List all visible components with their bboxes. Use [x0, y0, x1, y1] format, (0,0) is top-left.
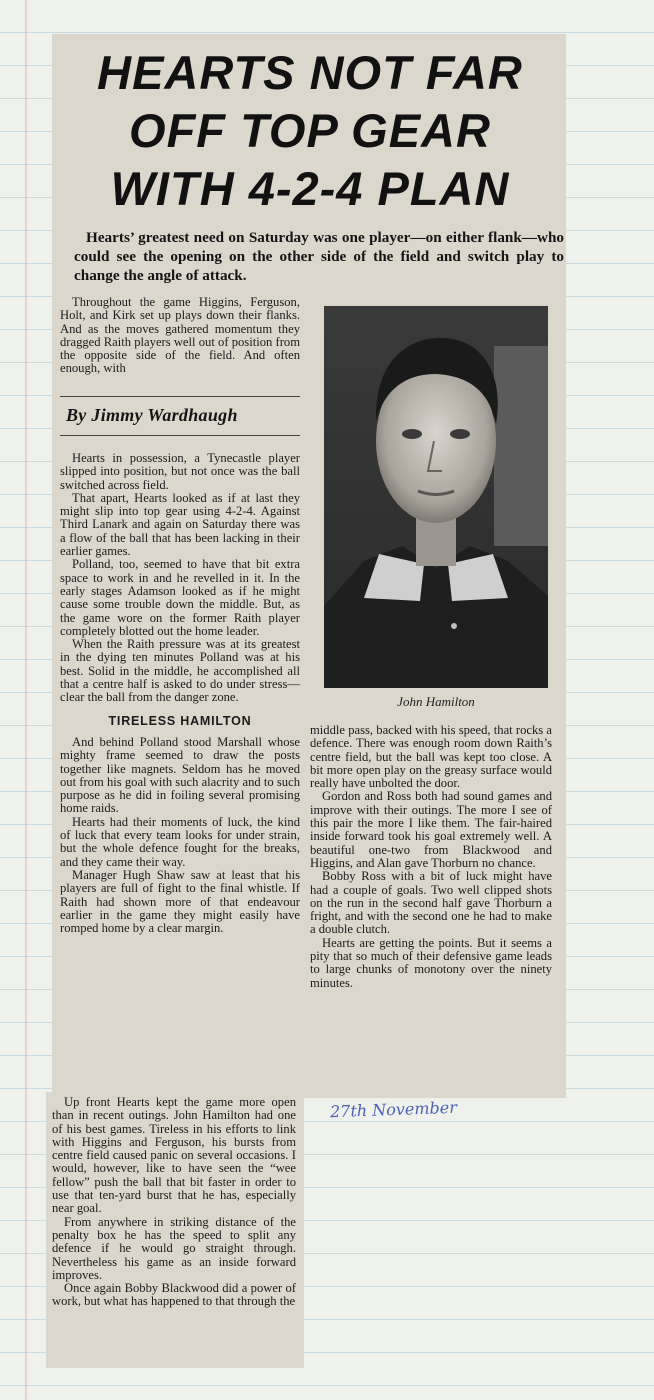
paragraph: Up front Hearts kept the game more open than in recent outings. John Hamilton had one of his best games. Tireless in his efforts to link with Higgins and Ferguson, his bursts from centre field caused panic on several occasions. I would, however, like to have seen the “wee fellow” push the ball that bit faster in order to use that ten-yard burst that he has, especially near goal. — [52, 1095, 296, 1216]
paragraph: That apart, Hearts looked as if at last they might slip into top gear using 4-2-4. Against Third Lanark and again on Saturday there was a flow of the ball that has been lacking in their earlier games. — [60, 490, 300, 559]
photo-caption: John Hamilton — [397, 694, 475, 709]
paragraph: Once again Bobby Blackwood did a power of work, but what has happened to that through the — [52, 1281, 296, 1309]
headline-line-3: WITH 4-2-4 PLAN — [110, 162, 510, 215]
paragraph: Hearts had their moments of luck, the kind of luck that every team looks for under strain, but the whole defence fought for the breaks, and they came their way. — [60, 814, 300, 869]
paragraph: middle pass, backed with his speed, that rocks a defence. There was enough room down Raith’s centre field, but the ball was kept too close. A bit more open play on the greasy surface would really have unbolted the door. — [310, 723, 552, 791]
headline-line-1: HEARTS NOT FAR — [97, 46, 523, 99]
column-1-top — [60, 296, 300, 376]
player-photo — [324, 306, 548, 688]
byline-box — [60, 396, 300, 436]
headline-line-2: OFF TOP GEAR — [129, 104, 491, 157]
paragraph: Hearts are getting the points. But it seems a pity that so much of their defensive game leads to large chunks of monotony over the ninety minutes. — [310, 935, 552, 990]
byline: By Jimmy Wardhaugh — [66, 405, 238, 425]
newspaper-clipping — [52, 34, 566, 1098]
intro-paragraph: Hearts’ greatest need on Saturday was one player—on either flank—who could see the opening on the other side of the field and switch play to change the angle of attack. — [74, 229, 564, 284]
handwritten-date-note: 27th November — [329, 1097, 458, 1122]
paragraph: When the Raith pressure was at its greatest in the dying ten minutes Polland was at his best. Solid in the middle, he accomplished all that a centre half is asked to do under stress—clear the ball from the danger zone. — [60, 637, 300, 705]
paragraph: Throughout the game Higgins, Ferguson, Holt, and Kirk set up plays down their flanks. And as the moves gathered momentum they dragged Raith players well out of position from the opposite side of the field. And often enough, with — [60, 295, 300, 376]
paragraph: Bobby Ross with a bit of luck might have had a couple of goals. Two well clipped shots on the run in the second half gave Thorburn a fright, and with the second one he had to make a double clutch. — [310, 869, 552, 937]
column-1-continued — [52, 1096, 296, 1309]
paragraph: And behind Polland stood Marshall whose mighty frame seemed to draw the posts together like magnets. Seldom has he moved out from his goal with such alacrity and to such purpose as he did in foiling several promising home raids. — [60, 734, 300, 816]
subheading: TIRELESS HAMILTON — [108, 713, 252, 728]
paragraph: From anywhere in striking distance of the penalty box he has the speed to split any defence if he would go straight through. Nevertheless his game as an inside forward improves. — [52, 1214, 296, 1282]
newspaper-clipping-continued — [46, 1092, 304, 1368]
headline — [62, 44, 558, 218]
paragraph: Gordon and Ross both had sound games and improve with their outings. The more I see of this pair the more I like them. The fair-haired inside forward took his goal extremely well. A beautiful one-two from Blackwood and Higgins, and Alan gave Thorburn no chance. — [310, 789, 552, 870]
paragraph: Manager Hugh Shaw saw at least that his players are full of fight to the final whistle. If Raith had shown more of that endeavour earlier in the game they might easily have romped home by a clear margin. — [60, 867, 300, 936]
paragraph: Polland, too, seemed to have that bit extra space to work in and he revelled in it. In the early stages Adamson looked as if he might cause some trouble down the middle. But, as the game wore on the former Raith player completely blotted out the home leader. — [60, 557, 300, 638]
column-1 — [60, 452, 300, 935]
column-2 — [310, 724, 552, 990]
paragraph: Hearts in possession, a Tynecastle player slipped into position, but not once was the ball switched across field. — [60, 451, 300, 492]
